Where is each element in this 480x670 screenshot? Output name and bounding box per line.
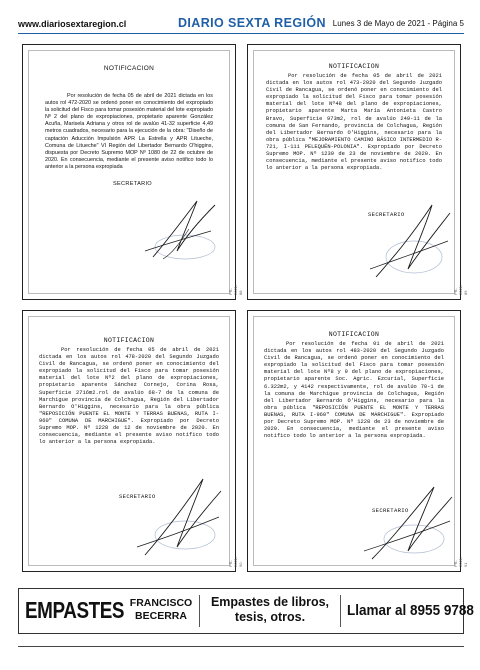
notice-1 bbox=[22, 44, 243, 300]
notice-title: NOTIFICACION bbox=[103, 65, 155, 72]
signature-stamp bbox=[348, 479, 458, 565]
ad-owner-line2: BECERRA bbox=[135, 610, 187, 622]
signature-label: SECRETARIO bbox=[368, 211, 405, 218]
site-url[interactable]: www.diariosextaregion.cl bbox=[18, 19, 127, 29]
issue-date: Lunes 3 de Mayo de 2021 - Página 5 bbox=[332, 19, 464, 28]
ad-call-label: Llamar al bbox=[347, 602, 407, 619]
notice-code: PR-2021-88 bbox=[228, 284, 243, 295]
notice-body: Por resolución de fecha 01 de abril de 2021 dictada en los autos rol 483-2020 del Segundo Juzgado Civil de Rancagua, se ordenó poner en conocimiento del expropiado la solicitud del Fisco para tomar posesión material del lote Nº8 y 9 del plano de expropiaciones, propietario aparente Soc. Agric. Ezcurial, Superficie 6.322m2, y 4142 respectivamente, rol de avalúo 70-1 de la comuna de Marchigue provincia de Colchagua, Región del Libertador Bernardo O'Higgins, necesario para la obra pública "REPOSICIÓN PUENTE EL MONTE Y TERRAS BUENAS, RUTA I-960" COMUNA DE MARCHIGUE". Expropiado por Decreto Supremo MOP. Nº 1228 de 23 de noviembre de 2020. En consecuencia, mediante el presente aviso notifico todo lo anterior a la persona expropiada. bbox=[264, 341, 444, 440]
notice-3 bbox=[22, 310, 243, 572]
ad-phone[interactable]: 8955 9788 bbox=[410, 602, 474, 619]
signature-stamp bbox=[123, 195, 223, 265]
ad-services bbox=[205, 595, 335, 625]
ad-brand: EMPASTES bbox=[25, 597, 125, 623]
notice-code: PR-2021-90 bbox=[228, 556, 243, 567]
ad-service-line1: Empastes de libros, bbox=[210, 595, 330, 609]
ad-service-line2: tesis, otros. bbox=[234, 610, 306, 624]
notice-4 bbox=[247, 310, 468, 572]
notice-body: Por resolución de fecha 05 de abril de 2021 dictada en los autos rol 472-2020 se ordenó poner en conocimiento del expropiado la solicitud del Fisco para tomar posesión material del lote expropiado Nº 2 del plano de expropiaciones, propietario aparente González Acuña, Marisela Adriana y otros rol de avalúo 41-32 superficie 4,49 metros cuadrados, necesario para la ejecución de la obra: "Diseño de captación Aducción Impulsión APR La Estrella y APR Litueche, Comuna de Litueche" VI Región del Libertador Bernardo O'higgins, dispuesta por Decreto Supremo MOP Nº 1080 de 22 de octubre de 2020. En consecuencia, mediante el presente aviso notifico todo lo anterior a la persona expropiada bbox=[45, 93, 213, 170]
ad-call bbox=[347, 602, 474, 619]
ad-owner bbox=[127, 597, 195, 623]
page-header bbox=[18, 16, 464, 34]
signature-label: SECRETARIO bbox=[113, 181, 152, 187]
signature-label: SECRETARIO bbox=[372, 507, 409, 514]
ad-divider bbox=[199, 595, 200, 627]
notice-title: NOTIFICACION bbox=[103, 337, 155, 344]
notice-title: NOTIFICACION bbox=[328, 331, 380, 338]
notice-code: PR-2021-89 bbox=[453, 284, 468, 295]
footer-rule bbox=[18, 646, 464, 647]
notice-2 bbox=[247, 44, 468, 300]
notice-body: Por resolución de fecha 05 de abril de 2021 dictada en los autos rol 473-2020 del Segundo Juzgado Civil de Rancagua, se ordenó poner en conocimiento del expropiado la solicitud del Fisco para tomar posesión material del lote Nº48 del plano de expropiaciones, propietario aparente Marta María Antonieta Castro Bravo, Superficie 973m2, rol de avalúo 249-11 de la comuna de San Fernando, provincia de Colchagua, Región del Libertador Bernardo O'Higgins, necesario para la obra pública "MEJORAMIENTO CAMINO BÁSICO INTERMEDIO R-721, I-111 PELEQUÉN-POLONIA". Expropiado por Decreto Supremo MOP. Nº 1239 de 23 de noviembre de 2020. En consecuencia, mediante el presente aviso notifico todo lo anterior a la persona expropiada. bbox=[266, 73, 442, 172]
ad-owner-line1: FRANCISCO bbox=[129, 597, 193, 609]
notice-body: Por resolución de fecha 05 de abril de 2021 dictada en los autos rol 478-2020 del Segundo Juzgado Civil de Rancagua, se ordenó poner en conocimiento del expropiado la solicitud del Fisco para tomar posesión material del lote Nº2 del plano de expropiaciones, propietario aparente Sánchez Cornejo, Corina Rosa, Superficie 2716m2.rol de avalúo 68-7 de la comuna de Marchigue provincia de Colchagua, Región del Libertador Bernardo O'Higgins, necesario para la obra pública "REPOSICIÓN PUENTE EL MONTE Y TERRAS BUENAS, RUTA I-960" COMUNA DE MARCHIGUE". Expropiado por Decreto Supremo MOP. Nº 1228 de 12 de noviembre de 2020. En consecuencia, mediante el presente aviso notifico todo lo anterior a la persona expropiada. bbox=[39, 347, 219, 446]
signature-stamp bbox=[119, 471, 229, 561]
header-rule bbox=[18, 33, 464, 34]
ad-divider bbox=[340, 595, 341, 627]
empastes-ad bbox=[18, 588, 474, 634]
notice-title: NOTIFICACION bbox=[328, 63, 380, 70]
notice-code: PR-2021-91 bbox=[453, 556, 468, 567]
newspaper-title: DIARIO SEXTA REGIÓN bbox=[178, 16, 326, 30]
signature-stamp bbox=[356, 195, 456, 285]
signature-label: SECRETARIO bbox=[119, 493, 156, 500]
